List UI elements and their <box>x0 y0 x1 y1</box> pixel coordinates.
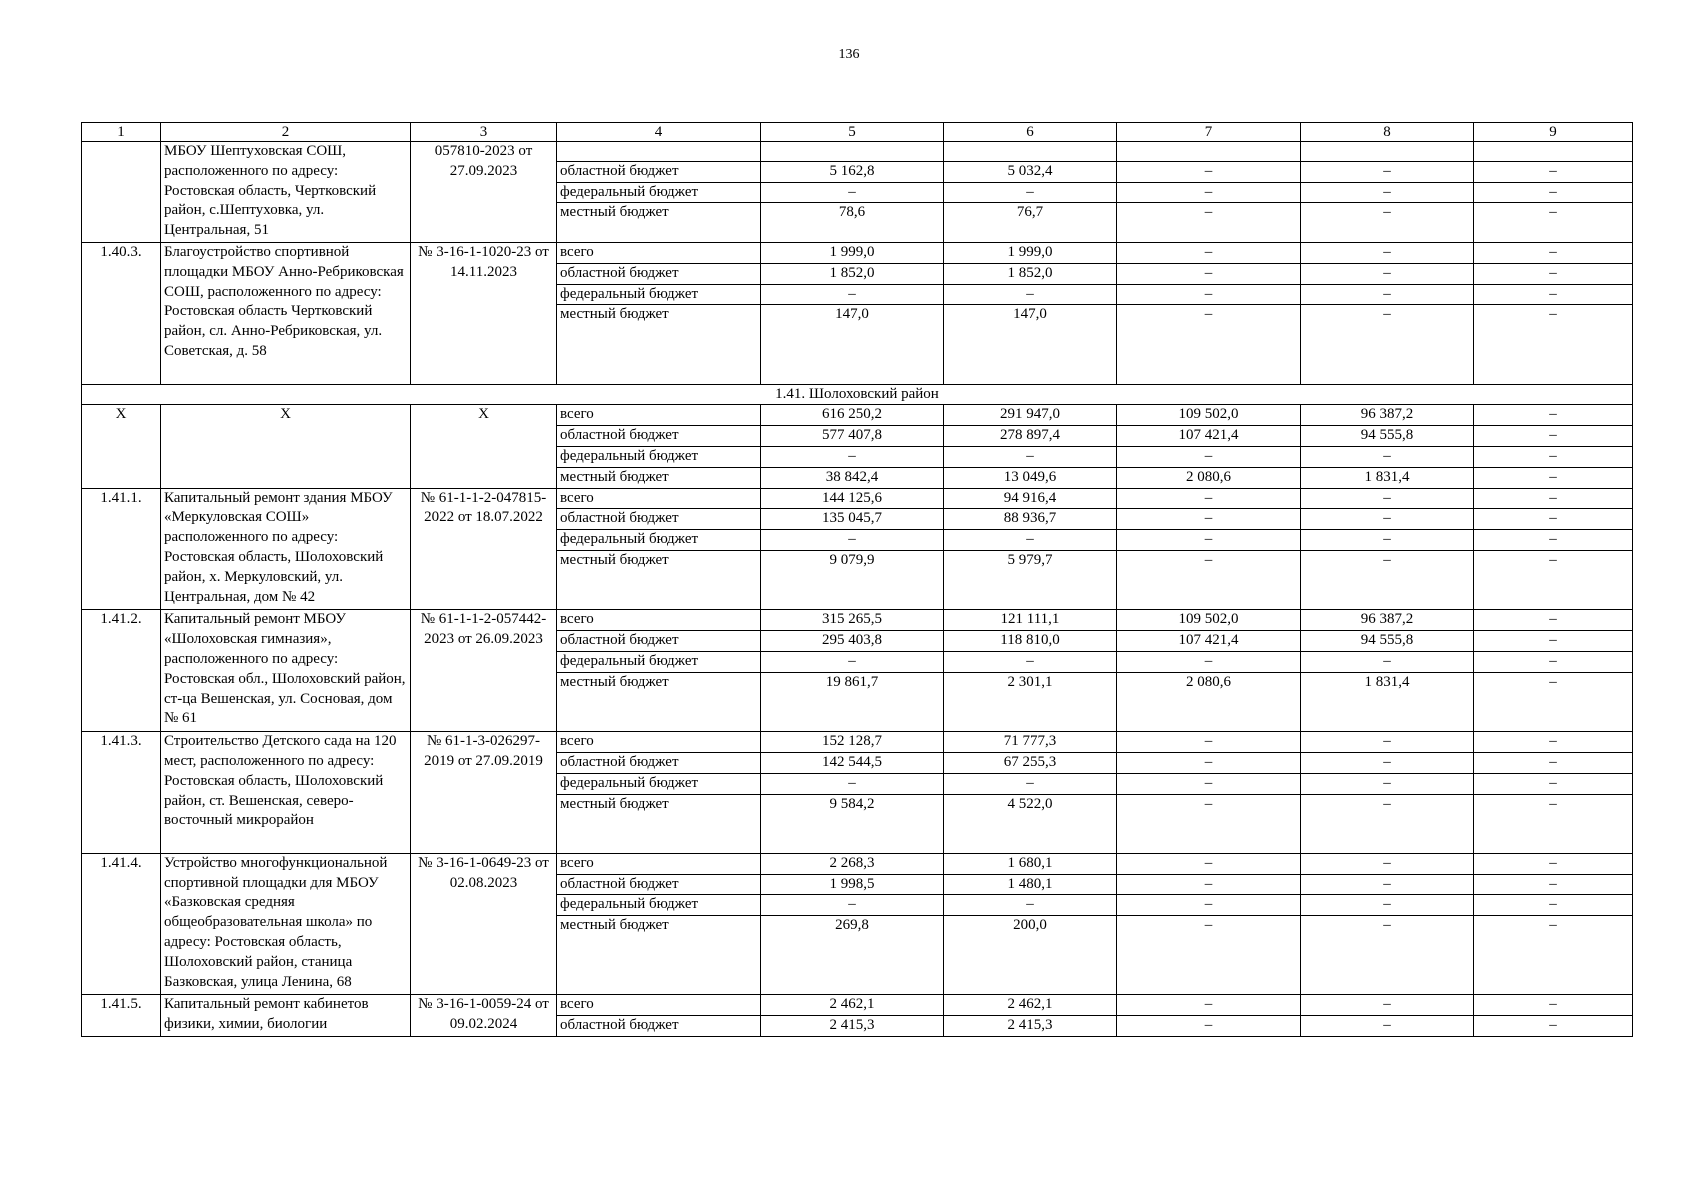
dash-cell: – <box>1474 995 1633 1016</box>
dash-cell: – <box>944 651 1117 672</box>
value-cell: 96 387,2 <box>1301 610 1474 631</box>
header-cell: 1 <box>82 123 161 142</box>
dash-cell: – <box>944 895 1117 916</box>
source-total: всего <box>557 488 761 509</box>
value-cell: 1 480,1 <box>944 874 1117 895</box>
value-cell: 118 810,0 <box>944 631 1117 652</box>
dash-cell: – <box>944 446 1117 467</box>
value-cell: 2 462,1 <box>944 995 1117 1016</box>
dash-cell: – <box>1474 895 1633 916</box>
source-federal: федеральный бюджет <box>557 182 761 203</box>
document-number: № 61-1-1-2-047815-2022 от 18.07.2022 <box>411 488 557 610</box>
dash-cell: – <box>1301 1016 1474 1037</box>
header-cell: 4 <box>557 123 761 142</box>
dash-cell: – <box>1474 530 1633 551</box>
x-cell: Х <box>411 405 557 488</box>
header-cell: 7 <box>1117 123 1301 142</box>
value-cell <box>761 142 944 162</box>
source-local: местный бюджет <box>557 305 761 384</box>
source-regional: областной бюджет <box>557 752 761 773</box>
value-cell <box>1474 142 1633 162</box>
source-federal: федеральный бюджет <box>557 773 761 794</box>
document-number: № 61-1-1-2-057442-2023 от 26.09.2023 <box>411 610 557 732</box>
value-cell: 109 502,0 <box>1117 610 1301 631</box>
dash-cell: – <box>1474 305 1633 384</box>
value-cell: 1 852,0 <box>944 263 1117 284</box>
table-row <box>82 142 1633 162</box>
dash-cell: – <box>1474 446 1633 467</box>
value-cell <box>1301 142 1474 162</box>
value-cell: 315 265,5 <box>761 610 944 631</box>
value-cell: 278 897,4 <box>944 426 1117 447</box>
dash-cell: – <box>761 530 944 551</box>
object-name: МБОУ Шептуховская СОШ, расположенного по адресу: Ростовская область, Чертковский район, с.Шептуховка, ул. Центральная, 51 <box>161 142 411 243</box>
dash-cell: – <box>1474 732 1633 753</box>
dash-cell: – <box>1117 242 1301 263</box>
dash-cell: – <box>1117 895 1301 916</box>
item-number: 1.41.3. <box>82 732 161 854</box>
value-cell: 9 584,2 <box>761 794 944 853</box>
value-cell <box>1117 142 1301 162</box>
dash-cell: – <box>1301 794 1474 853</box>
source-regional: областной бюджет <box>557 161 761 182</box>
value-cell: 107 421,4 <box>1117 426 1301 447</box>
source-regional: областной бюджет <box>557 631 761 652</box>
value-cell: 76,7 <box>944 203 1117 243</box>
dash-cell: – <box>1474 405 1633 426</box>
document-number: 057810-2023 от 27.09.2023 <box>411 142 557 243</box>
item-number <box>82 142 161 243</box>
source-regional: областной бюджет <box>557 874 761 895</box>
dash-cell: – <box>1117 916 1301 995</box>
header-cell: 3 <box>411 123 557 142</box>
dash-cell: – <box>1474 509 1633 530</box>
item-number: 1.40.3. <box>82 242 161 384</box>
dash-cell: – <box>1117 263 1301 284</box>
dash-cell: – <box>1301 916 1474 995</box>
table-row <box>82 995 1633 1016</box>
dash-cell: – <box>1117 1016 1301 1037</box>
dash-cell: – <box>1117 305 1301 384</box>
dash-cell: – <box>944 284 1117 305</box>
dash-cell: – <box>1301 161 1474 182</box>
dash-cell: – <box>1301 263 1474 284</box>
x-cell: Х <box>82 405 161 488</box>
dash-cell: – <box>944 773 1117 794</box>
dash-cell: – <box>1301 651 1474 672</box>
value-cell: 71 777,3 <box>944 732 1117 753</box>
value-cell: 2 415,3 <box>944 1016 1117 1037</box>
dash-cell: – <box>1117 530 1301 551</box>
dash-cell: – <box>1474 1016 1633 1037</box>
dash-cell: – <box>1117 161 1301 182</box>
document-number: № 61-1-3-026297-2019 от 27.09.2019 <box>411 732 557 854</box>
header-cell: 8 <box>1301 123 1474 142</box>
dash-cell: – <box>761 182 944 203</box>
value-cell: 94 555,8 <box>1301 631 1474 652</box>
value-cell: 2 080,6 <box>1117 467 1301 488</box>
value-cell: 96 387,2 <box>1301 405 1474 426</box>
value-cell: 5 032,4 <box>944 161 1117 182</box>
object-name: Благоустройство спортивной площадки МБОУ Анно-Ребриковская СОШ, расположенного по адресу: Ростовская область Чертковский район, сл. Анно-Ребриковская, ул. Советская, д. 58 <box>161 242 411 384</box>
source-federal: федеральный бюджет <box>557 530 761 551</box>
dash-cell: – <box>1301 284 1474 305</box>
document-number: № 3-16-1-1020-23 от 14.11.2023 <box>411 242 557 384</box>
dash-cell: – <box>1474 284 1633 305</box>
source-total: всего <box>557 732 761 753</box>
source-local: местный бюджет <box>557 916 761 995</box>
dash-cell: – <box>1474 752 1633 773</box>
value-cell: 144 125,6 <box>761 488 944 509</box>
object-name: Капитальный ремонт здания МБОУ «Меркуловская СОШ» расположенного по адресу: Ростовская область, Шолоховский район, х. Меркуловский, ул. Центральная, дом № 42 <box>161 488 411 610</box>
value-cell: 2 268,3 <box>761 853 944 874</box>
value-cell: 269,8 <box>761 916 944 995</box>
source-regional: областной бюджет <box>557 509 761 530</box>
dash-cell: – <box>1117 874 1301 895</box>
item-number: 1.41.4. <box>82 853 161 995</box>
item-number: 1.41.5. <box>82 995 161 1037</box>
value-cell: 19 861,7 <box>761 672 944 731</box>
value-cell: 109 502,0 <box>1117 405 1301 426</box>
source-federal: федеральный бюджет <box>557 651 761 672</box>
source-federal: федеральный бюджет <box>557 895 761 916</box>
value-cell: 78,6 <box>761 203 944 243</box>
object-name: Капитальный ремонт МБОУ «Шолоховская гимназия», расположенного по адресу: Ростовская обл., Шолоховский район, ст-ца Вешенская, ул. Сосновая, дом № 61 <box>161 610 411 732</box>
value-cell: 1 680,1 <box>944 853 1117 874</box>
dash-cell: – <box>1301 995 1474 1016</box>
dash-cell: – <box>1474 853 1633 874</box>
object-name: Устройство многофункциональной спортивной площадки для МБОУ «Базковская средняя общеобразовательная школа» по адресу: Ростовская область, Шолоховский район, станица Базковская, улица Ленина, 68 <box>161 853 411 995</box>
source-total: всего <box>557 853 761 874</box>
table-row <box>82 242 1633 263</box>
dash-cell: – <box>1474 203 1633 243</box>
value-cell: 94 555,8 <box>1301 426 1474 447</box>
value-cell: 1 998,5 <box>761 874 944 895</box>
dash-cell: – <box>1301 874 1474 895</box>
value-cell: 577 407,8 <box>761 426 944 447</box>
value-cell: 152 128,7 <box>761 732 944 753</box>
dash-cell: – <box>1301 203 1474 243</box>
dash-cell: – <box>1301 732 1474 753</box>
dash-cell: – <box>1117 732 1301 753</box>
source-local: местный бюджет <box>557 467 761 488</box>
table-header-row <box>82 123 1633 142</box>
dash-cell: – <box>1301 895 1474 916</box>
source-federal: федеральный бюджет <box>557 284 761 305</box>
dash-cell: – <box>1301 773 1474 794</box>
object-name: Капитальный ремонт кабинетов физики, химии, биологии <box>161 995 411 1037</box>
dash-cell: – <box>1474 672 1633 731</box>
dash-cell: – <box>761 773 944 794</box>
value-cell: 94 916,4 <box>944 488 1117 509</box>
dash-cell: – <box>1117 773 1301 794</box>
dash-cell: – <box>1301 752 1474 773</box>
dash-cell: – <box>1117 182 1301 203</box>
value-cell: 107 421,4 <box>1117 631 1301 652</box>
page-number: 136 <box>838 47 860 62</box>
value-cell: 147,0 <box>944 305 1117 384</box>
value-cell: 1 831,4 <box>1301 467 1474 488</box>
table-row <box>82 853 1633 874</box>
dash-cell: – <box>1301 550 1474 609</box>
value-cell <box>944 142 1117 162</box>
dash-cell: – <box>1117 284 1301 305</box>
value-cell: 1 831,4 <box>1301 672 1474 731</box>
dash-cell: – <box>1474 161 1633 182</box>
dash-cell: – <box>761 284 944 305</box>
dash-cell: – <box>1474 651 1633 672</box>
dash-cell: – <box>1117 794 1301 853</box>
source-total: всего <box>557 405 761 426</box>
value-cell: 2 415,3 <box>761 1016 944 1037</box>
table-row <box>82 732 1633 753</box>
dash-cell: – <box>1474 874 1633 895</box>
source-regional: областной бюджет <box>557 1016 761 1037</box>
table-row <box>82 488 1633 509</box>
dash-cell: – <box>1474 467 1633 488</box>
dash-cell: – <box>1117 446 1301 467</box>
dash-cell: – <box>1474 263 1633 284</box>
value-cell: 4 522,0 <box>944 794 1117 853</box>
dash-cell: – <box>1301 446 1474 467</box>
dash-cell: – <box>1474 242 1633 263</box>
dash-cell: – <box>1117 509 1301 530</box>
header-cell: 6 <box>944 123 1117 142</box>
source-federal: федеральный бюджет <box>557 446 761 467</box>
dash-cell: – <box>1301 509 1474 530</box>
dash-cell: – <box>1474 182 1633 203</box>
value-cell: 616 250,2 <box>761 405 944 426</box>
dash-cell: – <box>1474 426 1633 447</box>
source-local: местный бюджет <box>557 672 761 731</box>
source-local: местный бюджет <box>557 794 761 853</box>
dash-cell: – <box>1474 488 1633 509</box>
value-cell: 147,0 <box>761 305 944 384</box>
dash-cell: – <box>761 895 944 916</box>
value-cell: 5 979,7 <box>944 550 1117 609</box>
value-cell: 67 255,3 <box>944 752 1117 773</box>
section-row <box>82 384 1633 405</box>
value-cell: 121 111,1 <box>944 610 1117 631</box>
source-cell <box>557 142 761 162</box>
header-cell: 9 <box>1474 123 1633 142</box>
budget-table <box>81 122 1633 1037</box>
dash-cell: – <box>944 530 1117 551</box>
dash-cell: – <box>1301 488 1474 509</box>
dash-cell: – <box>1474 550 1633 609</box>
dash-cell: – <box>944 182 1117 203</box>
dash-cell: – <box>1117 550 1301 609</box>
value-cell: 5 162,8 <box>761 161 944 182</box>
value-cell: 1 999,0 <box>944 242 1117 263</box>
document-number: № 3-16-1-0059-24 от 09.02.2024 <box>411 995 557 1037</box>
dash-cell: – <box>1301 182 1474 203</box>
dash-cell: – <box>1474 916 1633 995</box>
dash-cell: – <box>1117 853 1301 874</box>
value-cell: 291 947,0 <box>944 405 1117 426</box>
source-total: всего <box>557 610 761 631</box>
value-cell: 9 079,9 <box>761 550 944 609</box>
dash-cell: – <box>1474 610 1633 631</box>
value-cell: 38 842,4 <box>761 467 944 488</box>
value-cell: 295 403,8 <box>761 631 944 652</box>
dash-cell: – <box>1117 752 1301 773</box>
dash-cell: – <box>1301 242 1474 263</box>
item-number: 1.41.1. <box>82 488 161 610</box>
table-row <box>82 405 1633 426</box>
dash-cell: – <box>1474 631 1633 652</box>
value-cell: 142 544,5 <box>761 752 944 773</box>
dash-cell: – <box>1117 651 1301 672</box>
dash-cell: – <box>1117 488 1301 509</box>
source-regional: областной бюджет <box>557 263 761 284</box>
document-number: № 3-16-1-0649-23 от 02.08.2023 <box>411 853 557 995</box>
source-regional: областной бюджет <box>557 426 761 447</box>
dash-cell: – <box>1301 853 1474 874</box>
dash-cell: – <box>1301 530 1474 551</box>
source-local: местный бюджет <box>557 203 761 243</box>
dash-cell: – <box>1301 305 1474 384</box>
object-name: Строительство Детского сада на 120 мест, расположенного по адресу: Ростовская область, Шолоховский район, ст. Вешенская, северо-восточный микрорайон <box>161 732 411 854</box>
table-row <box>82 610 1633 631</box>
dash-cell: – <box>1117 203 1301 243</box>
value-cell: 1 999,0 <box>761 242 944 263</box>
section-title: 1.41. Шолоховский район <box>82 384 1633 405</box>
value-cell: 2 462,1 <box>761 995 944 1016</box>
source-total: всего <box>557 995 761 1016</box>
dash-cell: – <box>1117 995 1301 1016</box>
item-number: 1.41.2. <box>82 610 161 732</box>
source-total: всего <box>557 242 761 263</box>
dash-cell: – <box>761 446 944 467</box>
dash-cell: – <box>761 651 944 672</box>
value-cell: 1 852,0 <box>761 263 944 284</box>
value-cell: 2 080,6 <box>1117 672 1301 731</box>
dash-cell: – <box>1474 794 1633 853</box>
x-cell: Х <box>161 405 411 488</box>
header-cell: 5 <box>761 123 944 142</box>
value-cell: 200,0 <box>944 916 1117 995</box>
header-cell: 2 <box>161 123 411 142</box>
value-cell: 2 301,1 <box>944 672 1117 731</box>
source-local: местный бюджет <box>557 550 761 609</box>
value-cell: 13 049,6 <box>944 467 1117 488</box>
value-cell: 88 936,7 <box>944 509 1117 530</box>
value-cell: 135 045,7 <box>761 509 944 530</box>
dash-cell: – <box>1474 773 1633 794</box>
